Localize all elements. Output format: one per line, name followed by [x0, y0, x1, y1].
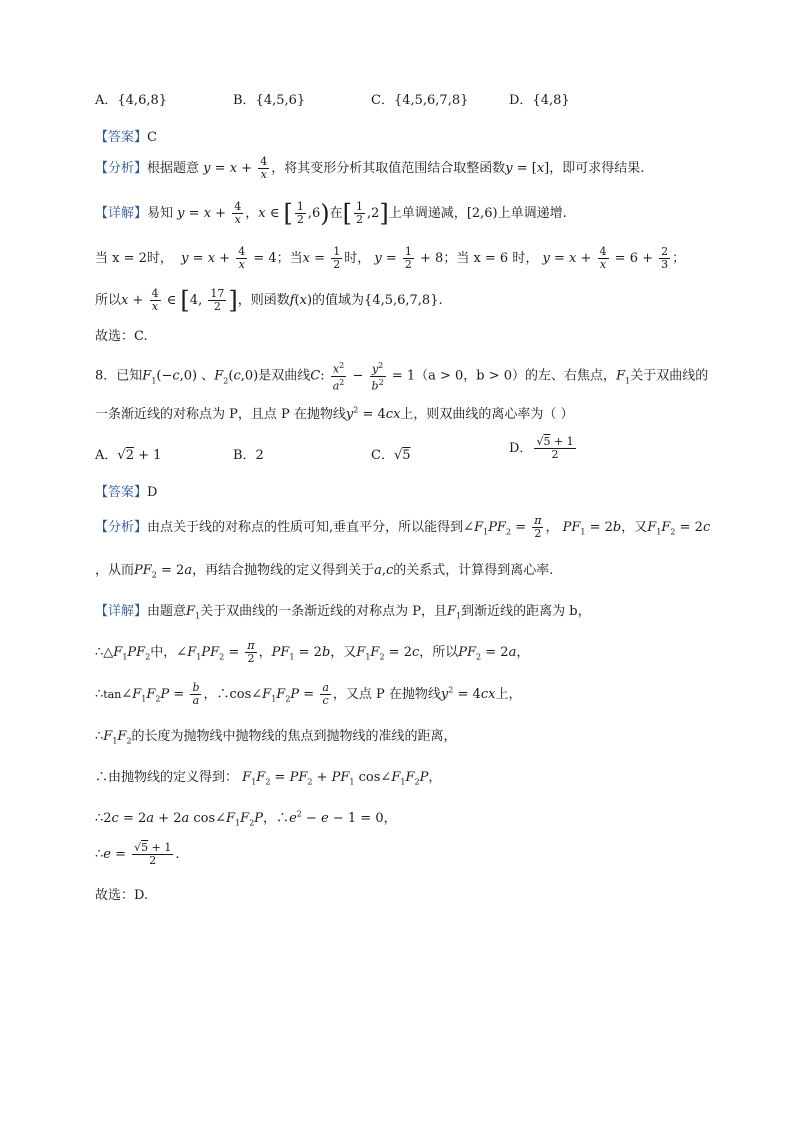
q7-option-b: B．{4,5,6} — [233, 93, 306, 108]
q8-detail-line3: $\therefore\tan\angle F_1F_2P$ = $\frac{b}{a}$ ，$\therefore\cos\angle F_1F_2P$ = $\frac{a}{c}$ ，又点 P 在抛物线$y^2 = 4cx$上， — [95, 681, 522, 707]
stem-text: 一条渐近线的对称点为 P，且点 P 在抛物线 — [95, 407, 346, 422]
analysis-tag: 【分析】 — [95, 161, 148, 176]
q8-stem-line1: 8．已知$F_1(-c,0)$ 、$F_2(c,0)$是双曲线C: $\frac{x^2}{a^2}$ − $\frac{y^2}{b^2}$ = 1（a > 0，b > 0）的左、右焦点，$F_1$关于双曲线的 — [95, 361, 709, 393]
stem-text: 上，则双曲线的离心率为（ ） — [400, 407, 574, 422]
q8-option-a: A．√2 + 1 — [95, 448, 162, 463]
detail-text: 上单调递减， — [388, 206, 467, 221]
q8-detail-line5: ∴由抛物线的定义得到： $F_1F_2 = PF_2 + PF_1$ $\cos\angle F_1F_2P$， — [95, 770, 442, 787]
range-text: 所以 — [95, 293, 122, 308]
detail-text: ∴△ — [95, 645, 114, 660]
q8-choose: 故选：D. — [95, 888, 149, 903]
stem-text: （a > 0，b > 0）的左、右焦点， — [415, 368, 617, 384]
detail-text: 到渐近线的距离为 b， — [461, 604, 591, 619]
analysis-text: ，从而 — [95, 563, 135, 578]
q8-answer — [95, 481, 157, 500]
calc-text: ；当 — [276, 251, 303, 266]
q7-choose: 故选：C. — [95, 329, 148, 344]
answer-value: C — [147, 130, 157, 145]
option-label: D． — [509, 441, 533, 456]
q7-option-d: D．{4,8} — [509, 93, 570, 108]
detail-text: 的长度为抛物线中抛物线的焦点到抛物线的准线的距离， — [131, 729, 457, 744]
q8-stem-line2: 一条渐近线的对称点为 P，且点 P 在抛物线$y^2 = 4cx$上，则双曲线的离心率为（ ） — [95, 405, 574, 422]
q7-analysis: 【分析】根据题意 y = x + $\frac{4}{x}$ ，将其变形分析其取值范围结合取整函数y = [x]，即可求得结果. — [95, 155, 645, 181]
option-label: A． — [95, 448, 118, 463]
analysis-text: 由点关于线的对称点的性质可知,垂直平分，所以能得到 — [147, 520, 464, 535]
q7-option-a: A．{4,6,8} — [95, 93, 168, 108]
calc-text: ；当 x = 6 时， — [443, 251, 539, 266]
q8-option-b: B．2 — [233, 448, 264, 463]
detail-text: 中， — [150, 645, 177, 660]
q7-calc-line: 当 x = 2时， y = x + $\frac{4}{x}$ = 4；当x = $\frac{1}{2}$ 时， y = $\frac{1}{2}$ + 8；当 x = 6 时， y = x + $\frac{4}{x}$ = 6 + $\frac{2}{3}$ ； — [95, 245, 686, 271]
analysis-text: ，将其变形分析其取值范围结合取整函数 — [271, 161, 506, 176]
q8-detail-line4: $\therefore F_1F_2$的长度为抛物线中抛物线的焦点到抛物线的准线的距离， — [95, 729, 457, 746]
detail-text: ，∴ — [203, 687, 230, 702]
stem-text: 8．已知 — [95, 368, 143, 384]
q7-option-c: C．{4,5,6,7,8} — [371, 93, 469, 108]
analysis-text: ，再结合抛物线的定义得到关于 — [192, 563, 375, 578]
calc-text: 当 x = 2时， — [95, 251, 173, 266]
detail-text: 由题意 — [147, 604, 187, 619]
detail-text: [2,6)上单调递增. — [466, 206, 567, 221]
detail-text: ∴ — [95, 687, 104, 702]
q8-detail-line2: $\therefore\triangle F_1PF_2$中，$\angle F_1PF_2$ = $\frac{\pi}{2}$ ，$PF_1 = 2b$，又$F_1F_2 = 2c$，所以$PF_2 = 2a$， — [95, 639, 530, 665]
analysis-text: 根据题意 — [147, 161, 200, 176]
detail-text: 上， — [495, 687, 522, 702]
analysis-text: ，又 — [621, 520, 648, 535]
detail-text: ∴由抛物线的定义得到： — [95, 770, 239, 785]
q8-detail-line6: ∴2c = 2a + 2a $\cos\angle F_1F_2P$，$\therefore e^2 - e - 1 = 0$， — [95, 809, 397, 828]
answer-value: D — [147, 485, 158, 500]
option-label: C． — [371, 448, 394, 463]
detail-tag: 【详解】 — [95, 604, 148, 619]
analysis-text: 的关系式，计算得到离心率. — [393, 563, 554, 578]
q8-analysis-line1: 【分析】由点关于线的对称点的性质可知,垂直平分，所以能得到$\angle F_1PF_2$ = $\frac{\pi}{2}$ ， $PF_1 = 2b$，又$F_1F_2 = 2c$ — [95, 514, 711, 540]
range-text: 的值域为{4,5,6,7,8}. — [312, 293, 443, 308]
answer-tag: 【答案】 — [95, 485, 148, 500]
detail-text: ，又 — [330, 645, 357, 660]
calc-text: 时， — [344, 251, 371, 266]
answer-tag: 【答案】 — [95, 130, 148, 145]
q8-option-c: C．√5 — [371, 448, 411, 463]
q8-detail-line1: 【详解】由题意$F_1$关于双曲线的一条渐近线的对称点为 P，且$F_1$到渐近线的距离为 b， — [95, 604, 591, 621]
q7-detail: 【详解】易知 y = x + $\frac{4}{x}$ ，x ∈ [ $\frac{1}{2}$ ,6)在[ $\frac{1}{2}$ ,2]上单调递减，[2,6)上单调递增. — [95, 199, 567, 228]
detail-text: 在 — [329, 206, 343, 221]
stem-text: 关于双曲线的 — [630, 368, 709, 384]
detail-text: ，所以 — [419, 645, 459, 660]
detail-text: 关于双曲线的一条渐近线的对称点为 P，且 — [200, 604, 448, 619]
analysis-tag: 【分析】 — [95, 520, 148, 535]
detail-text: ，又点 P 在抛物线 — [332, 687, 441, 702]
q7-range-line: 所以x + $\frac{4}{x}$ ∈ [4, $\frac{17}{2}$ ]，则函数f(x)的值域为{4,5,6,7,8}. — [95, 286, 443, 315]
stem-text: 是双曲线 — [258, 368, 311, 384]
range-text: ，则函数 — [237, 293, 290, 308]
detail-text: 易知 — [147, 206, 174, 221]
q7-answer — [95, 126, 157, 145]
analysis-text: ，即可求得结果. — [549, 161, 645, 176]
detail-tag: 【详解】 — [95, 206, 148, 221]
q8-detail-line7: ∴e = $\frac{√5 + 1}{2}$ . — [95, 841, 180, 867]
q8-analysis-line2: ，从而$PF_2 = 2a$，再结合抛物线的定义得到关于a,c的关系式，计算得到离心率. — [95, 563, 554, 580]
q8-option-d: D． $\frac{√5 + 1}{2}$ — [509, 435, 574, 461]
